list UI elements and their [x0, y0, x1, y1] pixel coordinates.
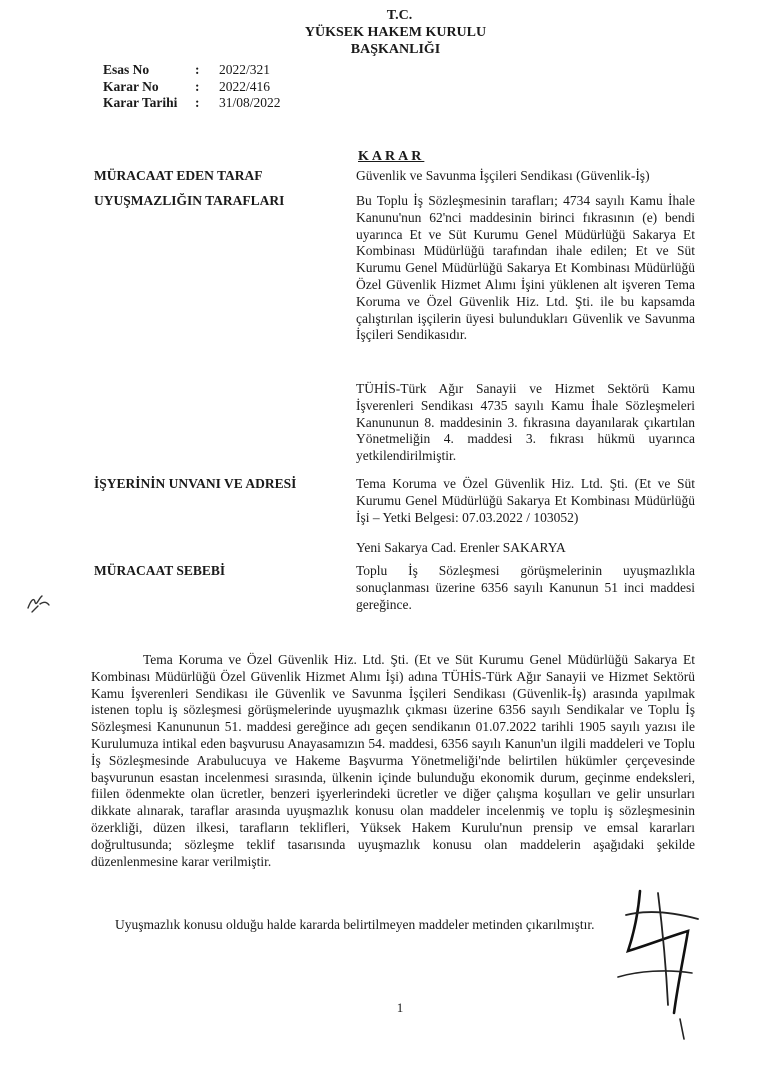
meta-label: Esas No: [103, 62, 150, 77]
parties-label: UYUŞMAZLIĞIN TARAFLARI: [94, 193, 285, 208]
meta-row-esas: [103, 62, 281, 79]
header-tc: T.C.: [386, 8, 413, 23]
workplace-address: Yeni Sakarya Cad. Erenler SAKARYA: [356, 540, 566, 555]
reason-label: MÜRACAAT SEBEBİ: [94, 563, 226, 578]
workplace-label: İŞYERİNİN UNVANI VE ADRESİ: [94, 476, 297, 491]
handwritten-initial-mark: [22, 588, 56, 616]
body-paragraph-1: Tema Koruma ve Özel Güvenlik Hiz. Ltd. Şti. (Et ve Süt Kurumu Genel Müdürlüğü Sakarya Et Kombinası Müdürlüğü Özel Güvenlik Hizmet Alımı İşi) adına TÜHİS-Türk Ağır Sanayii ve Hizmet Sektörü Kamu İşverenleri Sendikası ile Güvenlik ve Savunma İşçileri Sendikası (Güvenlik-İş) arasında yapılmak istenen toplu iş sözleşmesi görüşmelerinde uyuşmazlık çıkması üzerine 6356 sayılı Sendikalar ve Toplu İş Sözleşmesi Kanununun 51. maddesi gereğince adı geçen sendikanın 01.07.2022 tarihli 1905 sayılı yazısı ile Kurulumuza intikal eden başvurusu Anayasamızın 54. maddesi, 6356 sayılı Kanun'un ilgili maddeleri ve Toplu İş Sözleşmesinde Arabulucuya ve Hakeme Başvurma Yönetmeliği'nde belirtilen hükümler çerçevesinde başvurunun esastan incelenmesi sırasında, ülkenin içinde bulunduğu ekonomik durum, geçinme endeksleri, fiilen ödenmekte olan ücretler, benzeri işyerlerindeki ücretler ve diğer çalışma koşulları ve gelir unsurları dikkate alınarak, taraflar arasında uyuşmazlık konusu olan maddeler incelenmiş ve toplu iş sözleşmesinin özerkliği, düzen ilkesi, tarafların teklifleri, Yüksek Hakem Kurulu'nun prensip ve emsal kararları doğrultusunda; sözleşme teklif tasarısında uyuşmazlık konusu olan maddelerin aşağıdaki şekilde düzenlenmesine karar verilmiştir.: [91, 652, 695, 869]
workplace-value-1: Tema Koruma ve Özel Güvenlik Hiz. Ltd. Şti. (Et ve Süt Kurumu Genel Müdürlüğü Sakarya Et Kombinası Müdürlüğü İşi – Yetki Belgesi: 07.03.2022 / 103052): [356, 476, 695, 525]
meta-colon: :: [195, 62, 200, 77]
applicant-label: MÜRACAAT EDEN TARAF: [94, 168, 263, 183]
header-presidency: BAŞKANLIĞI: [350, 42, 441, 57]
meta-colon: :: [195, 95, 200, 110]
meta-row-karar: [103, 79, 281, 96]
meta-value: 2022/321: [219, 62, 271, 77]
case-meta: [103, 62, 281, 112]
header-institution: YÜKSEK HAKEM KURULU: [304, 25, 487, 40]
meta-label: Karar No: [103, 78, 159, 94]
page-number: 1: [396, 1000, 404, 1015]
body-paragraph-2: Uyuşmazlık konusu olduğu halde kararda belirtilmeyen maddeler metinden çıkarılmıştır.: [115, 917, 595, 932]
parties-value-2: TÜHİS-Türk Ağır Sanayii ve Hizmet Sektörü Kamu İşverenleri Sendikası 4735 sayılı Kamu İhale Sözleşmeleri Kanununun 8. maddesinin 3. fıkrasına dayanılarak çıkartılan Yönetmeliğin 4. maddesi 3. fıkrası hükmü uyarınca yetkilendirilmiştir.: [356, 381, 695, 464]
meta-value: 2022/416: [219, 78, 271, 94]
meta-label: Karar Tarihi: [103, 95, 178, 110]
reason-value: Toplu İş Sözleşmesi görüşmelerinin uyuşmazlıkla sonuçlanması üzerine 6356 sayılı Kanunun 51 inci maddesi gereğince.: [356, 563, 695, 612]
applicant-value: Güvenlik ve Savunma İşçileri Sendikası (Güvenlik-İş): [356, 168, 650, 183]
decision-title: KARAR: [358, 149, 425, 164]
meta-value: 31/08/2022: [219, 95, 281, 110]
handwritten-signature: [588, 885, 718, 1045]
meta-colon: :: [195, 78, 200, 94]
parties-value-1: Bu Toplu İş Sözleşmesinin tarafları; 4734 sayılı Kamu İhale Kanunu'nun 62'nci maddesinin birinci fıkrasının (e) bendi uyarınca Et ve Süt Kurumu Genel Müdürlüğü Sakarya Et Kombinası Müdürlüğü tarafından ihale edilen; Et ve Süt Kurumu Genel Müdürlüğü Sakarya Et Kombinası Müdürlüğü Özel Güvenlik Hizmet Alımı İşini yüklenen alt işveren Tema Koruma ve Özel Güvenlik Hiz. Ltd. Şti. ile bu kapsamda çalıştırılan işçilerin üyesi bulundukları Güvenlik ve Savunma İşçileri Sendikasıdır.: [356, 193, 695, 343]
meta-row-tarih: [103, 95, 281, 112]
